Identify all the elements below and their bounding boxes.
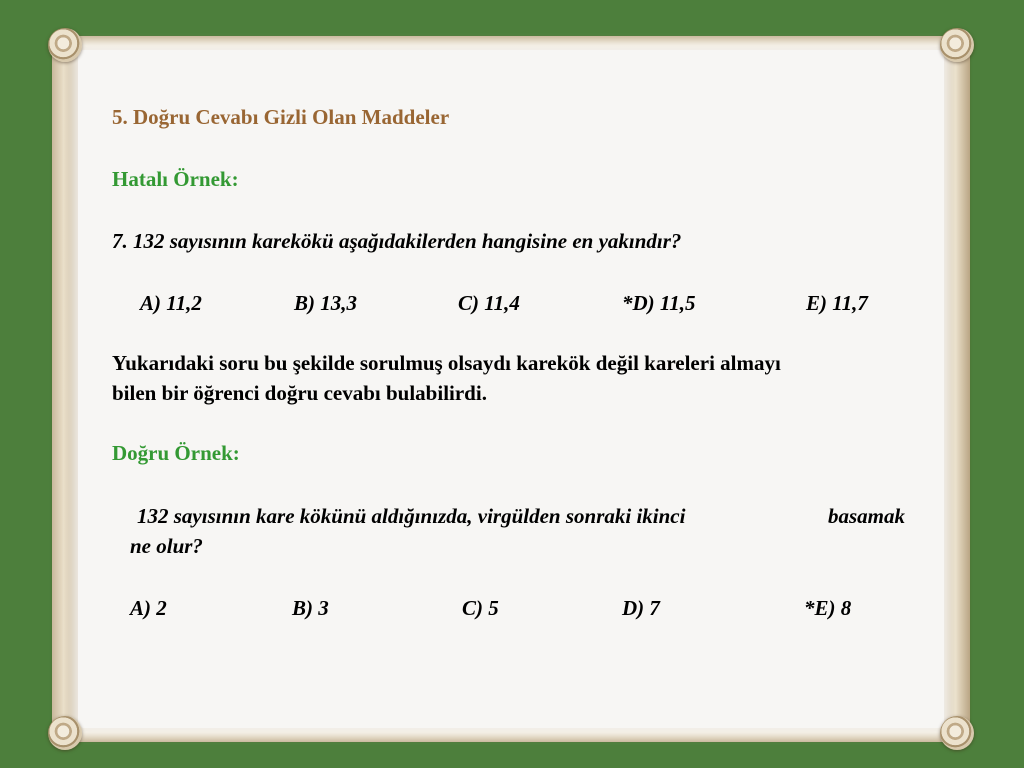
bad-example-options <box>112 288 942 318</box>
option-c: C) 11,4 <box>458 291 520 315</box>
good-example-question-line-1-end: basamak <box>828 504 906 528</box>
option-e: *E) 8 <box>804 596 852 620</box>
option-a: A) 11,2 <box>140 291 202 315</box>
good-example-options <box>112 593 942 623</box>
option-e: E) 11,7 <box>806 291 868 315</box>
option-b: B) 13,3 <box>294 291 357 315</box>
scroll-right-rod <box>944 38 970 740</box>
explanation-line-1: Yukarıdaki soru bu şekilde sorulmuş olsaydı karekök değil kareleri almayı <box>112 351 781 375</box>
scroll-curl-icon <box>940 716 974 750</box>
scroll-left-rod <box>52 38 78 740</box>
section-title: 5. Doğru Cevabı Gizli Olan Maddeler <box>112 105 450 129</box>
good-example-label: Doğru Örnek: <box>112 441 240 465</box>
good-example-question-line-2: ne olur? <box>130 534 203 558</box>
option-c: C) 5 <box>462 596 499 620</box>
option-a: A) 2 <box>130 596 167 620</box>
scroll-curl-icon <box>48 716 82 750</box>
bad-example-question: 7. 132 sayısının karekökü aşağıdakilerden hangisine en yakındır? <box>112 229 682 253</box>
slide-content <box>112 0 942 768</box>
scroll-curl-icon <box>48 28 82 62</box>
scroll-curl-icon <box>940 28 974 62</box>
good-example-question-line-1: 132 sayısının kare kökünü aldığınızda, virgülden sonraki ikinci <box>137 504 686 528</box>
option-d: D) 7 <box>622 596 660 620</box>
option-b: B) 3 <box>292 596 329 620</box>
bad-example-label: Hatalı Örnek: <box>112 167 239 191</box>
option-d: *D) 11,5 <box>622 291 696 315</box>
explanation-line-2: bilen bir öğrenci doğru cevabı bulabilirdi. <box>112 381 487 405</box>
